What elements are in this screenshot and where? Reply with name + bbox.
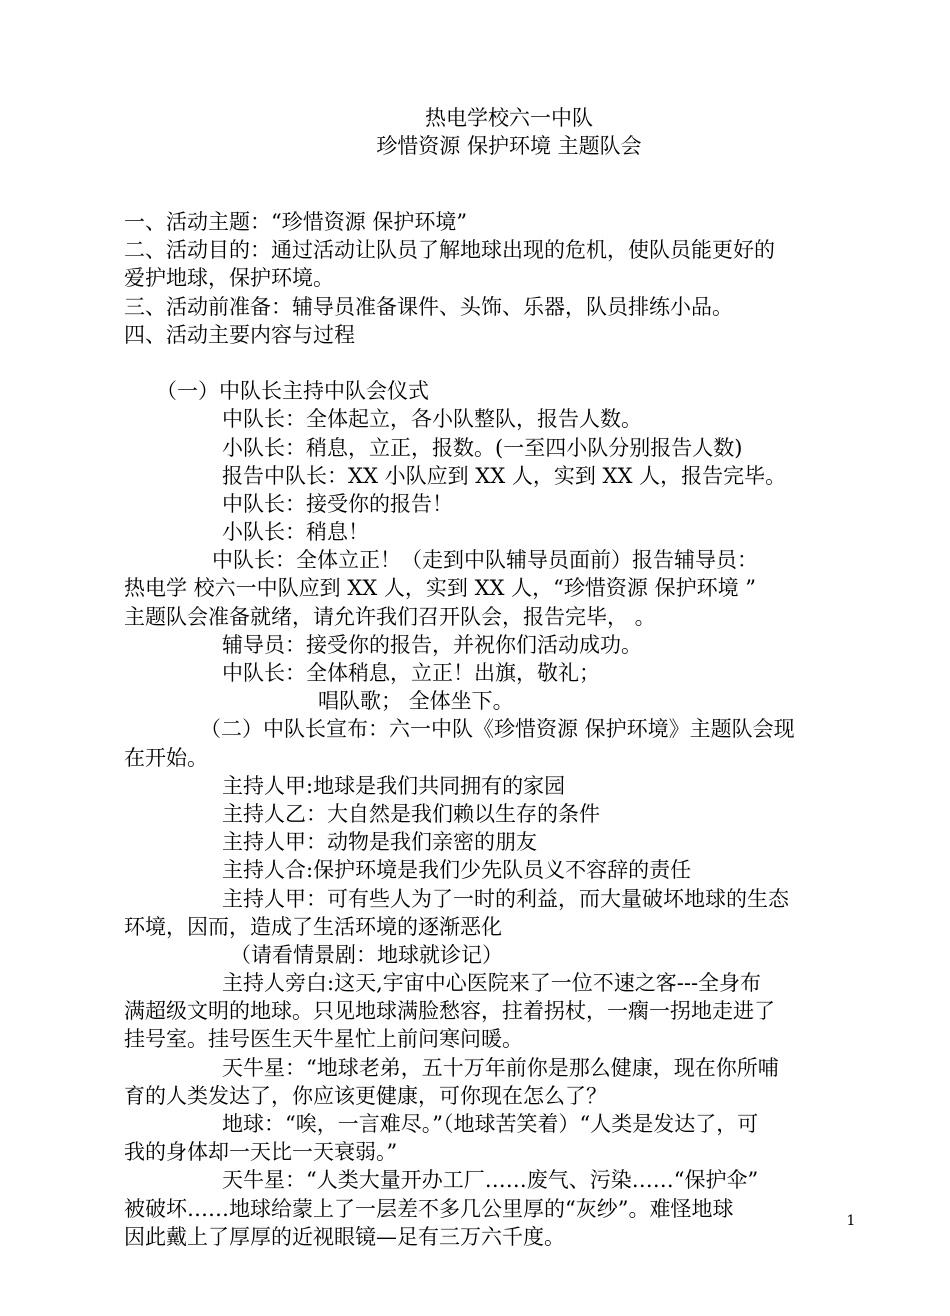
dialogue-line: 主持人甲:地球是我们共同拥有的家园 bbox=[222, 773, 566, 798]
dialogue-line: 主持人甲：可有些人为了一时的利益，而大量破坏地球的生态 bbox=[222, 886, 789, 911]
dialogue-line-cont: 因此戴上了厚厚的近视眼镜—足有三万六千度。 bbox=[124, 1224, 565, 1249]
dialogue-line: 唱队歌； 全体坐下。 bbox=[318, 689, 514, 714]
dialogue-line: 报告中队长：XX 小队应到 XX 人，实到 XX 人，报告完毕。 bbox=[222, 463, 787, 488]
dialogue-line: 主持人甲：动物是我们亲密的朋友 bbox=[222, 830, 537, 855]
page-number: 1 bbox=[846, 1213, 856, 1229]
dialogue-line: 天牛星：“人类大量开办工厂……废气、污染……“保护伞” bbox=[222, 1168, 759, 1193]
dialogue-line: 地球：“唉，一言难尽。”（地球苦笑着）“人类是发达了，可 bbox=[222, 1112, 759, 1136]
section-theme: 一、活动主题：“珍惜资源 保护环境” bbox=[124, 210, 468, 234]
dialogue-line: 天牛星：“地球老弟，五十万年前你是那么健康，现在你所哺 bbox=[222, 1055, 779, 1080]
dialogue-line: 主持人合:保护环境是我们少先队员义不容辞的责任 bbox=[222, 858, 692, 883]
dialogue-line-cont: 我的身体却一天比一天衰弱。” bbox=[124, 1140, 398, 1165]
document-title: 热电学校六一中队 bbox=[425, 106, 593, 130]
dialogue-line: 中队长：接受你的报告！ bbox=[222, 491, 453, 516]
section-content-heading: 四、活动主要内容与过程 bbox=[124, 322, 355, 347]
dialogue-line: 中队长：全体立正！（走到中队辅导员面前）报告辅导员： bbox=[212, 548, 758, 573]
section-purpose: 二、活动目的：通过活动让队员了解地球出现的危机，使队员能更好的 bbox=[124, 238, 775, 263]
subsection-announcement-cont: 在开始。 bbox=[124, 745, 208, 770]
stage-direction: （请看情景剧：地球就诊记） bbox=[230, 942, 503, 967]
section-purpose-cont: 爱护地球，保护环境。 bbox=[124, 266, 334, 291]
dialogue-line-cont: 满超级文明的地球。只见地球满脸愁容，拄着拐杖，一瘸一拐地走进了 bbox=[124, 999, 775, 1024]
blank-line bbox=[124, 349, 854, 377]
dialogue-line: 中队长：全体稍息，立正！出旗，敬礼； bbox=[222, 661, 600, 685]
document-body bbox=[124, 208, 854, 1251]
document-subtitle: 珍惜资源 保护环境 主题队会 bbox=[376, 134, 642, 158]
dialogue-line-cont: 热电学 校六一中队应到 XX 人，实到 XX 人，“珍惜资源 保护环境 ” bbox=[124, 576, 756, 601]
dialogue-line-cont: 育的人类发达了，你应该更健康，可你现在怎么了？ bbox=[124, 1083, 607, 1108]
subsection-announcement: （二）中队长宣布：六一中队《珍惜资源 保护环境》主题队会现 bbox=[200, 717, 795, 742]
section-preparation: 三、活动前准备：辅导员准备课件、头饰、乐器，队员排练小品。 bbox=[124, 294, 733, 319]
dialogue-line: 中队长：全体起立，各小队整队，报告人数。 bbox=[222, 407, 642, 432]
dialogue-line-cont: 挂号室。挂号医生天牛星忙上前问寒问暖。 bbox=[124, 1027, 523, 1052]
dialogue-line: 主持人旁白:这天,宇宙中心医院来了一位不速之客---全身布 bbox=[222, 971, 762, 996]
subsection-ceremony: （一）中队长主持中队会仪式 bbox=[156, 379, 429, 404]
dialogue-line: 小队长：稍息！ bbox=[222, 520, 369, 545]
dialogue-line-cont: 环境，因而，造成了生活环境的逐渐恶化 bbox=[124, 914, 502, 939]
dialogue-line: 主持人乙：大自然是我们赖以生存的条件 bbox=[222, 801, 600, 826]
dialogue-line: 小队长：稍息，立正，报数。(一至四小队分别报告人数) bbox=[222, 435, 743, 460]
dialogue-line-cont: 被破坏……地球给蒙上了一层差不多几公里厚的“灰纱”。难怪地球 bbox=[124, 1196, 734, 1221]
dialogue-line: 辅导员：接受你的报告，并祝你们活动成功。 bbox=[222, 632, 642, 657]
dialogue-line-cont: 主题队会准备就绪，请允许我们召开队会，报告完毕， 。 bbox=[124, 604, 656, 629]
